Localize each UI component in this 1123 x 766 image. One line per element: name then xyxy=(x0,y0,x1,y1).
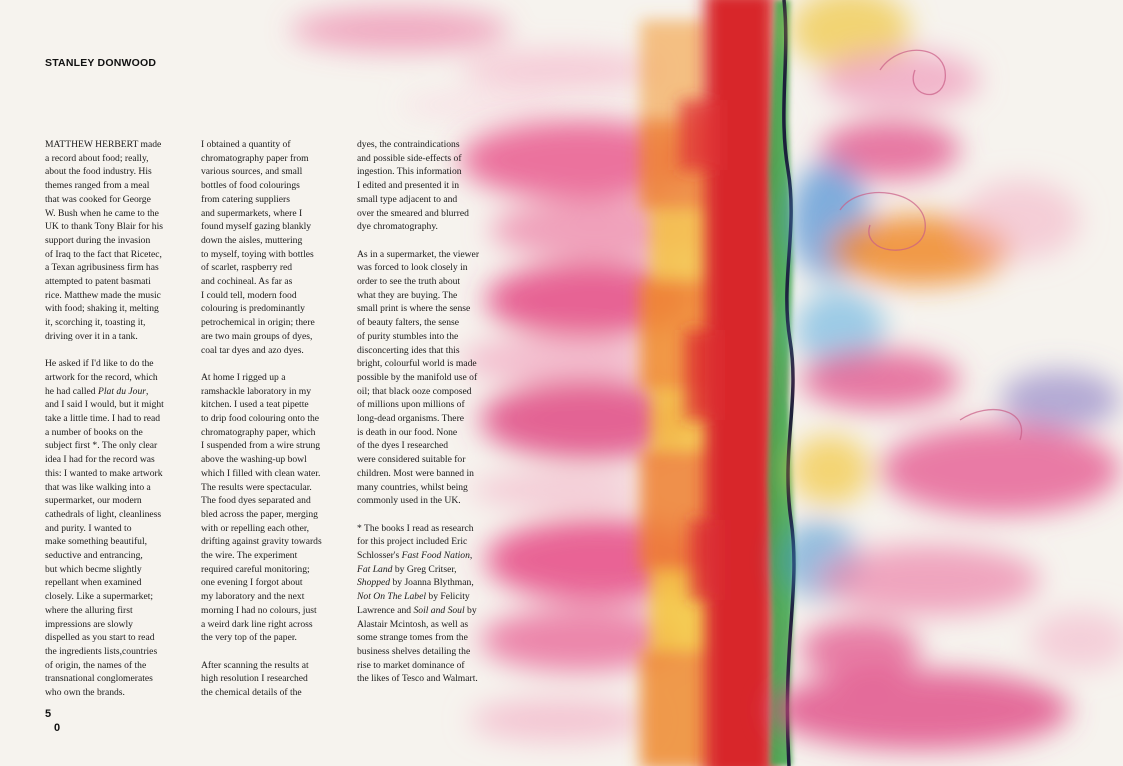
paragraph: As in a supermarket, the viewer was forced to look closely in order to see the truth about what they are buying. The small print is where the sense of beauty falters, the sense of purity stumbles into the disconcerting ides that this bright, colourful world is made possible by the manifold use of oil; that black ooze composed of millions upon millions of long-dead organisms. There is death in our food. None of the dyes I researched were considered suitable for children. Most were banned in many countries, whilst being commonly used in the UK. xyxy=(357,248,480,507)
page-number-digit: 0 xyxy=(54,722,61,734)
page-number xyxy=(45,707,60,735)
paragraph: At home I rigged up a ramshackle laboratory in my kitchen. I used a teat pipette to drip food colouring onto the chromatography paper, which I suspended from a wire strung above the washing-up bowl which I filled with clean water. The results were spectacular. The food dyes separated and bled across the paper, merging with or repelling each other, drifting against gravity towards the wire. The experiment required careful monitoring; one evening I forgot about my laboratory and the next morning I had no colours, just a weird dark line right across the very top of the paper. xyxy=(201,371,322,644)
paragraph: After scanning the results at high resolution I researched the chemical details of the xyxy=(201,659,309,699)
footnote xyxy=(357,522,497,686)
book-title: Not On The Label xyxy=(357,591,427,603)
text-column-1 xyxy=(45,138,195,714)
paragraph-text: He asked if I'd like to do the artwork for the record, which he had called xyxy=(45,358,158,397)
book-title: Soil and Soul xyxy=(413,604,465,616)
paragraph-text: , and I said I would, but it might take a little time. I had to read a number of books on the subject first *. The only clear idea I had for the record was this: I wanted to make artwork that was like walking into a supermarket, our modern cathedrals of light, cleanliness and purity. I wanted to make something beautiful, seductive and entrancing, but which becme slightly repellant when examined closely. Like a supermarket; where the alluring first impressions are slowly dispelled as you start to read the ingredients lists,countries of origin, the names of the transnational conglomerates who own the brands. xyxy=(45,385,164,699)
page-number-digit: 5 xyxy=(45,708,52,720)
footnote-text: by Joanna Blythman, xyxy=(392,577,474,589)
footnote-text: by Felicity Lawrence and xyxy=(357,591,470,616)
footnote-text: , xyxy=(469,550,473,562)
text-column-3 xyxy=(357,138,497,700)
paragraph xyxy=(45,357,195,700)
paragraph: I obtained a quantity of chromatography paper from various sources, and small bottles of food colourings from catering suppliers and supermarkets, where I found myself gazing blankly down the aisles, muttering to myself, toying with bottles of scarlet, raspberry red and cochineal. As far as I could tell, modern food colouring is predominantly petrochemical in origin; there are two main groups of dyes, coal tar dyes and azo dyes. xyxy=(201,139,315,356)
paragraph: dyes, the contraindications and possible side-effects of ingestion. This information I edited and presented it in small type adjacent to and over the smeared and blurred dye chromatography. xyxy=(357,139,469,233)
book-title: Fat Land xyxy=(357,563,393,575)
book-title: Fast Food Nation xyxy=(401,550,470,562)
footnote-text: by Alastair Mcintosh, as well as some strange tomes from the business shelves detailing the rise to market dominance of the likes of Tesco and Walmart. xyxy=(357,604,478,685)
text-column-2 xyxy=(201,138,341,713)
footnote-text: * The books I read as research for this project included Eric Schlosser's xyxy=(357,522,474,562)
record-title: Plat du Jour xyxy=(98,385,146,397)
paragraph: MATTHEW HERBERT made a record about food; really, about the food industry. His themes ranged from a meal that was cooked for George W. Bush when he came to the UK to thank Tony Blair for his support during the invasion of Iraq to the fact that Ricetec, a Texan agribusiness firm has attempted to patent basmati rice. Matthew made the music with food; shaking it, melting it, scorching it, toasting it, driving over it in a tank. xyxy=(45,139,163,342)
footnote-text: by Greg Critser, xyxy=(394,563,457,575)
book-title: Shopped xyxy=(357,577,391,589)
author-header: STANLEY DONWOOD xyxy=(45,57,157,69)
